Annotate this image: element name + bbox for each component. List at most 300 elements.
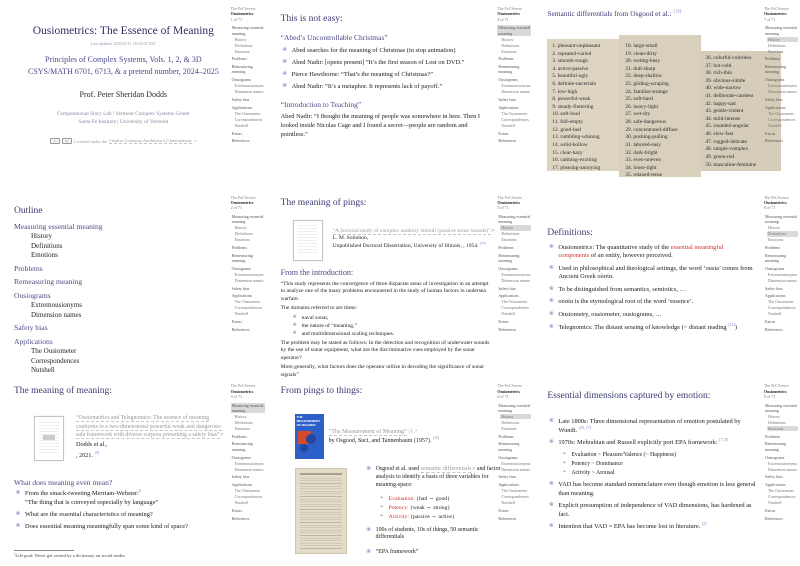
nav-item[interactable]: Dimension names <box>501 277 531 283</box>
sidebar-deck-name: Ousiometrics <box>763 200 787 206</box>
differential-item: 35. relaxed-tense <box>625 172 663 179</box>
nav-item[interactable]: History <box>767 225 780 231</box>
nav-item[interactable]: References <box>764 515 783 521</box>
paper-detail <box>333 243 501 251</box>
nav-item[interactable]: Remeasuring meaning <box>231 64 253 75</box>
scan-header <box>300 473 342 476</box>
differential-item: 5. beautiful-ugly <box>552 73 589 80</box>
nav-item[interactable]: Correspondences <box>501 116 529 122</box>
nav-item[interactable]: Extras <box>231 319 242 325</box>
episode-link-2[interactable]: “Introduction to Teaching” <box>280 100 362 110</box>
nav-item[interactable]: Ousiograms <box>498 265 518 271</box>
sidebar <box>497 195 531 333</box>
outline-item[interactable]: Dimension names <box>31 310 82 319</box>
text-segment: and factor analysis to identify a basis of three variables for meaning-space: <box>375 466 501 488</box>
slide-content <box>14 386 227 566</box>
external-link-icon[interactable]: ↗ <box>219 432 224 438</box>
nav-item[interactable]: History <box>767 413 780 419</box>
bullet <box>281 83 486 91</box>
scanned-table <box>295 468 347 554</box>
cover-blue-circle <box>306 434 316 444</box>
nav-item[interactable]: Extras <box>764 319 776 325</box>
nav-item[interactable]: Measuring essential meaning <box>764 213 797 225</box>
nav-item[interactable]: Applications <box>231 104 253 110</box>
paper-title-link[interactable]: “Ousiometrics and Telegnomics: The essence of meaning conforms to a two-dimensional powerful-weak and dangerous-safe framework with diverse corpora presenting a safety bias” <box>76 415 222 438</box>
sidebar-deck-name: Ousiometrics <box>763 11 787 17</box>
nav-item[interactable]: Definitions <box>234 419 253 425</box>
outline-item[interactable]: Safety bias <box>14 323 48 333</box>
nav-item[interactable]: Extremousionyms <box>767 460 798 466</box>
nav-item[interactable]: Dimension names <box>234 277 264 283</box>
flower-bullet-icon: ❀ <box>548 311 554 318</box>
nav-item[interactable]: Problems <box>231 56 247 62</box>
nav-item[interactable]: Nutshell <box>501 122 515 128</box>
flower-bullet-icon: ❀ <box>366 466 372 473</box>
nav-item[interactable]: Safety bias <box>764 97 783 102</box>
nav-item[interactable]: References <box>764 138 783 144</box>
nav-item[interactable]: Safety bias <box>498 97 516 102</box>
nav-item[interactable]: Emotions <box>234 425 250 431</box>
nav-item[interactable]: History <box>500 225 531 230</box>
spiral-bullet-icon: ❧ <box>562 460 567 466</box>
flower-bullet-icon: ❀ <box>548 264 554 271</box>
nav-item[interactable]: Definitions <box>234 42 253 48</box>
nav-item[interactable]: History <box>500 414 531 419</box>
closing-quote: Abed Nadir: “I thought the meaning of people was somewhere in here. Then I looked inside Nicolas Cage and I found a secret—people are random and pointless.” <box>280 113 481 138</box>
nav-item[interactable]: References <box>764 326 783 332</box>
external-link-icon[interactable]: ↗ <box>413 430 418 436</box>
nav-item[interactable]: Definitions <box>767 42 786 48</box>
nav-item[interactable]: Extremousionyms <box>501 460 531 466</box>
sidebar <box>231 195 265 333</box>
nav-item[interactable]: Dimension names <box>767 89 797 95</box>
paper-year <box>76 452 228 460</box>
bullet <box>547 481 757 498</box>
citation-link[interactable]: [25, 17] <box>578 424 592 430</box>
nav-item[interactable]: Definitions <box>767 231 798 236</box>
nav-item[interactable]: Extremousionyms <box>501 271 531 277</box>
outline-item[interactable]: History <box>31 232 52 241</box>
nav-item[interactable]: Applications <box>498 104 519 110</box>
nav-item[interactable]: References <box>498 326 517 332</box>
nav-item[interactable]: Problems <box>764 433 781 439</box>
nav-item[interactable]: The Ousiometer <box>501 299 528 305</box>
nav-item[interactable]: Remeasuring meaning <box>231 252 253 264</box>
differential-item: 11. full-empty <box>552 119 583 126</box>
nav-item[interactable]: Correspondences <box>234 116 263 122</box>
nav-item[interactable]: Correspondences <box>234 305 263 311</box>
sidebar-brand: The PoCSverse <box>230 383 256 389</box>
paragraph: “This study represents the convergence of three disparate areas of investigation in an attempt to analyze one of the many problems encountered in the study of human factors in undersea warfare. <box>280 280 489 303</box>
nav-item[interactable]: Ousiograms <box>231 77 251 83</box>
citation-link[interactable]: [2] <box>701 521 707 527</box>
citation-link[interactable]: [13] <box>432 436 440 441</box>
nav-item[interactable]: Problems <box>764 244 781 250</box>
sidebar-nav <box>764 214 798 333</box>
epa-range: {weak ⇔ strong} <box>408 505 451 512</box>
nav-item[interactable]: Safety bias <box>231 285 250 291</box>
bullet-text: naval sonar, <box>301 314 329 321</box>
nav-item[interactable]: The Ousiometer <box>501 488 528 494</box>
intro-block <box>281 281 493 378</box>
nav-item[interactable]: Correspondences <box>767 305 796 311</box>
differential-item: 33. even-uneven <box>625 157 661 164</box>
epa-range: {bad ⇔ good} <box>414 496 450 503</box>
differential-item: 38. rich-thin <box>705 70 732 77</box>
nav-item[interactable]: Dimension names <box>501 89 531 95</box>
sidebar-nav <box>764 25 798 144</box>
nav-item[interactable]: Extras <box>498 507 509 513</box>
sub-bullet <box>560 452 757 460</box>
sidebar-page-number: 6 of 71 <box>497 394 509 400</box>
bullet <box>365 466 501 489</box>
nav-item[interactable]: Ousiograms <box>498 454 518 460</box>
external-link-icon[interactable]: ↗ <box>490 227 495 233</box>
differential-item: 30. pushing-pulling <box>625 134 668 141</box>
sub-bullet <box>378 514 501 522</box>
nav-item[interactable]: Measuring essential meaning <box>498 402 531 413</box>
slide-title: Essential dimensions captured by emotion: <box>547 391 711 402</box>
nav-item[interactable]: Problems <box>764 56 781 62</box>
nav-item[interactable]: References <box>498 515 517 521</box>
citation-link[interactable]: [5] <box>94 450 100 455</box>
differential-item: 8. powerful-weak <box>552 96 591 103</box>
differential-item: 37. hot-cold <box>705 62 732 69</box>
differential-item: 28. safe-dangerous <box>625 119 667 126</box>
nav-item[interactable]: History <box>234 413 247 419</box>
nav-item[interactable]: Applications <box>764 482 786 488</box>
spiral-bullet-icon: ❧ <box>379 514 384 520</box>
flower-bullet-icon: ❀ <box>15 522 21 529</box>
nav-item[interactable]: Extremousionyms <box>767 271 798 277</box>
nav-item[interactable]: Correspondences <box>767 494 796 500</box>
outline-item[interactable]: Emotions <box>31 251 58 260</box>
nav-item[interactable]: Definitions <box>767 419 786 425</box>
nav-item[interactable]: Correspondences <box>234 494 263 500</box>
nav-item[interactable]: Nutshell <box>767 500 782 506</box>
nav-item[interactable]: Remeasuring meaning <box>498 64 520 75</box>
nav-item[interactable]: Nutshell <box>234 311 249 317</box>
nav-item[interactable]: Emotions <box>501 237 517 243</box>
nav-item[interactable]: Extremousionyms <box>234 83 264 89</box>
text-segment: Telegnomics: The distant sensing of knowledge (~ distant reading <box>558 323 729 331</box>
spiral-bullet-icon: ❧ <box>562 451 567 457</box>
nav-item[interactable]: Safety bias <box>231 97 250 102</box>
nav-item[interactable]: Safety bias <box>498 474 516 480</box>
nav-item[interactable]: Emotions <box>501 425 517 431</box>
nav-item[interactable]: Dimension names <box>234 89 264 95</box>
nav-item[interactable]: Applications <box>764 293 786 299</box>
outline-item[interactable]: Applications <box>14 336 53 346</box>
text-segment: of an entity, however perceived. <box>589 252 673 260</box>
external-link-icon[interactable]: ↗ <box>193 139 197 144</box>
nav-item[interactable]: Safety bias <box>231 474 250 480</box>
nav-item[interactable]: Definitions <box>501 42 520 48</box>
nav-item[interactable]: The Ousiometer <box>767 488 794 494</box>
nav-item[interactable]: Dimension names <box>501 466 531 472</box>
nav-item[interactable]: The Ousiometer <box>234 110 261 116</box>
text-segment: ) <box>734 323 737 331</box>
slide-content <box>280 386 501 566</box>
differential-item: 21. dull-sharp <box>625 65 656 72</box>
paragraph: More generally, what factors does the operator utilize in decoding the significance of sonar signals” <box>280 364 485 378</box>
nav-item[interactable]: Extras <box>231 130 242 136</box>
nav-item[interactable]: Emotions <box>501 48 517 54</box>
nav-item[interactable]: Problems <box>498 244 514 250</box>
footnote-mark: 1 <box>138 489 141 494</box>
bullet-list <box>14 490 214 534</box>
nav-item[interactable]: Measuring essential meaning <box>498 213 531 225</box>
nav-item[interactable]: The Ousiometer <box>234 299 261 305</box>
course-line-2: CSYS/MATH 6701, 6713, & a pretend number, 2024–2025 <box>27 66 219 76</box>
citation-link[interactable]: [32] <box>479 241 486 246</box>
bullet-text: Potency ~ Dominance <box>571 460 623 467</box>
nav-item[interactable]: References <box>231 138 250 144</box>
citation-link[interactable]: [12] <box>728 321 735 327</box>
bullet <box>291 323 493 330</box>
outline-item[interactable]: Extremousionyms <box>31 301 82 310</box>
nav-item[interactable]: Extras <box>764 130 776 136</box>
epa-range: {passive ⇔ active} <box>408 514 455 521</box>
nav-item[interactable]: Remeasuring meaning <box>764 441 787 452</box>
differential-item: 36. colorful-colorless <box>705 55 752 61</box>
nav-item[interactable]: Emotions <box>234 237 250 243</box>
differential-item: 42. happy-sad <box>705 100 736 107</box>
nav-item[interactable]: Extremousionyms <box>767 83 798 89</box>
bullet <box>281 59 486 67</box>
nav-item[interactable]: The Ousiometer <box>501 110 528 116</box>
bullet-text <box>389 514 455 522</box>
nav-item[interactable]: Problems <box>498 56 514 62</box>
nav-item[interactable]: Definitions <box>234 231 253 237</box>
nav-item[interactable]: Emotions <box>767 48 784 54</box>
flower-bullet-icon: ❀ <box>282 58 288 65</box>
sidebar-nav <box>231 25 265 144</box>
slide-definitions <box>533 189 800 378</box>
nav-item[interactable]: Dimension names <box>767 466 797 472</box>
sidebar-page-number: 8 of 71 <box>763 205 776 211</box>
nav-item[interactable]: Definitions <box>501 419 520 425</box>
nav-item[interactable]: Ousiograms <box>498 77 518 83</box>
sidebar-page-number: 3 of 71 <box>230 394 242 400</box>
differential-item: 27. wet-dry <box>625 111 651 118</box>
nav-item[interactable]: Measuring essential meaning <box>231 402 264 413</box>
last-updated: Last updated: 2025/01/11, 09:03:47 EST <box>90 41 156 46</box>
differential-item: 4. active-passive <box>552 65 589 72</box>
nav-item[interactable]: Safety bias <box>764 474 783 480</box>
bullet-text <box>389 496 450 504</box>
nav-item[interactable]: Correspondences <box>501 305 529 311</box>
nav-item[interactable]: Measuring essential meaning <box>231 213 264 225</box>
nav-item[interactable]: Emotions <box>767 237 784 243</box>
differential-item: 2. repeated-varied <box>552 50 592 57</box>
nav-item[interactable]: References <box>231 326 250 332</box>
differential-item: 9. steady-fluttering <box>552 103 594 110</box>
outline-item[interactable]: The Ousiometer <box>31 347 77 356</box>
sidebar <box>497 6 531 144</box>
nav-item[interactable]: Problems <box>231 433 247 439</box>
flower-bullet-icon: ❀ <box>548 418 554 425</box>
flower-bullet-icon: ❀ <box>548 285 554 292</box>
text-segment: Osgood et al. used <box>375 466 421 473</box>
slide-meaning-of-pings <box>267 189 534 378</box>
nav-item[interactable]: History <box>501 36 514 42</box>
slide-content <box>281 198 494 378</box>
nav-item[interactable]: Correspondences <box>767 116 796 122</box>
sidebar <box>764 195 798 333</box>
amazon-icon[interactable]: ⓐ <box>408 430 414 436</box>
nav-item[interactable]: Safety bias <box>498 285 516 291</box>
sidebar-nav <box>497 214 531 333</box>
nav-item[interactable]: Ousiograms <box>764 265 785 271</box>
sub-bullet <box>560 470 757 478</box>
epa-label: Evaluation: <box>388 496 415 503</box>
nav-item[interactable]: Emotions <box>767 426 798 431</box>
outline-item[interactable]: Ousiograms <box>14 290 51 300</box>
nav-item[interactable]: Extras <box>498 130 509 136</box>
outline-item[interactable]: Correspondences <box>31 356 80 365</box>
slide-content <box>14 198 227 378</box>
nav-item[interactable]: History <box>234 36 247 42</box>
book-title-link[interactable]: “The Measurement of Meaning” <box>328 429 407 436</box>
flower-bullet-icon: ❀ <box>282 47 288 53</box>
nav-item[interactable]: Nutshell <box>234 122 249 128</box>
nav-item[interactable]: Correspondences <box>501 494 529 500</box>
slide-title-text: Semantic differentials from Osgood et al.: <box>547 9 672 18</box>
nav-item[interactable]: Ousiograms <box>231 265 251 271</box>
nav-item[interactable]: Ousiograms <box>764 454 785 460</box>
cc-by-icon: by <box>62 138 72 144</box>
differential-item: 45. rounded-angular <box>705 123 750 130</box>
nav-item[interactable]: History <box>234 225 247 231</box>
nav-item[interactable]: Applications <box>764 104 786 110</box>
nav-item[interactable]: Extras <box>231 507 242 513</box>
citation-link[interactable]: [13] <box>673 8 682 14</box>
nav-item[interactable]: Dimension names <box>234 466 264 472</box>
differential-item: 24. familiar-strange <box>625 88 668 95</box>
nav-item[interactable]: History <box>767 37 798 42</box>
nav-item[interactable]: References <box>498 138 517 144</box>
nav-item[interactable]: Problems <box>231 244 247 250</box>
outline-item[interactable]: Remeasuring meaning <box>14 277 83 287</box>
differential-item: 22. deep-shallow <box>625 73 663 80</box>
nav-item[interactable]: Ousiograms <box>764 77 785 83</box>
slide-content <box>281 9 494 189</box>
paper-title-link[interactable]: “A factorial study of complex auditory stimuli (passive sonar sounds)” <box>332 227 491 234</box>
affiliations <box>14 110 233 126</box>
nav-item[interactable]: Measuring essential meaning <box>764 25 797 36</box>
sidebar-deck-name: Ousiometrics <box>230 200 254 206</box>
affiliation-line-2: Santa Fe Institute | University of Vermont <box>78 119 169 126</box>
nav-item[interactable]: Nutshell <box>767 311 782 317</box>
nav-item[interactable]: Extremousionyms <box>501 83 531 89</box>
footnote-text: Life goal: Never get owned by a dictionary on social media. <box>15 553 126 558</box>
episode-link-1[interactable]: “Abed’s Uncontrollable Christmas” <box>280 33 388 42</box>
nav-item[interactable]: References <box>231 515 250 521</box>
nav-item[interactable]: Problems <box>498 433 514 439</box>
bullet-text: Pierce Hawthorne: “That’s the meaning of Christmas?” <box>291 70 433 78</box>
bullet <box>547 286 755 294</box>
nav-item[interactable]: The Ousiometer <box>767 299 794 305</box>
sidebar-brand: The PoCSverse <box>230 6 256 11</box>
nav-item[interactable]: Remeasuring meaning <box>764 252 787 264</box>
nav-item[interactable]: Extras <box>498 319 509 325</box>
outline-item[interactable]: Nutshell <box>31 366 55 375</box>
bullet <box>291 315 493 322</box>
text-segment: 1970s: Mehrabian and Russell explicitly port EPA framework: <box>558 439 720 447</box>
nav-item[interactable]: Remeasuring meaning <box>764 64 787 75</box>
nav-item[interactable]: Emotions <box>234 48 250 54</box>
paper-author: L. M. Solomon, <box>332 235 369 242</box>
nav-item[interactable]: Applications <box>231 293 253 299</box>
license-link[interactable]: Creative Commons Attribution 4.0 International <box>108 138 192 144</box>
nav-item[interactable]: Nutshell <box>234 500 249 506</box>
nav-item[interactable]: Nutshell <box>767 122 782 128</box>
nav-item[interactable]: Definitions <box>501 231 520 237</box>
differential-item: 29. concentrated-diffuse <box>625 126 678 133</box>
nav-item[interactable]: Measuring essential meaning <box>498 25 531 36</box>
nav-item[interactable]: Measuring essential meaning <box>764 402 797 413</box>
sidebar-deck-name: Ousiometrics <box>497 200 520 206</box>
paper-thumbnail <box>293 220 323 261</box>
nav-item[interactable]: Safety bias <box>764 285 783 291</box>
nav-item[interactable]: Applications <box>231 482 253 488</box>
nav-item[interactable]: Extremousionyms <box>234 271 264 277</box>
bullet <box>14 523 214 531</box>
nav-item[interactable]: Nutshell <box>501 311 515 317</box>
sidebar <box>231 6 265 144</box>
question-heading: What does meaning even mean? <box>14 478 113 488</box>
license-prefix: Licensed under the <box>74 138 107 144</box>
differential-item: 3. smooth-rough <box>552 58 588 65</box>
nav-item[interactable]: Remeasuring meaning <box>498 441 520 452</box>
outline-item[interactable]: Problems <box>14 263 43 273</box>
flower-bullet-icon: ❀ <box>366 526 372 533</box>
nav-item[interactable]: Dimension names <box>767 277 797 283</box>
sub-bullet <box>378 505 501 513</box>
bullet <box>291 331 493 338</box>
book-cover <box>295 414 324 459</box>
sidebar-nav <box>231 403 265 522</box>
semantic-differentials-link[interactable]: semantic differentials <box>420 466 472 473</box>
slide-title-page <box>0 0 267 189</box>
external-link-icon[interactable]: ↗ <box>471 467 476 473</box>
slide-emotion-dimensions <box>533 377 800 566</box>
differential-item: 19. clean-dirty <box>625 50 657 57</box>
nav-item[interactable]: Extremousionyms <box>234 460 264 466</box>
license-line <box>14 138 233 144</box>
bullet-text <box>376 466 501 489</box>
nav-item[interactable]: Applications <box>498 482 519 488</box>
nav-item[interactable]: Remeasuring meaning <box>231 441 253 452</box>
nav-item[interactable]: Nutshell <box>501 500 515 506</box>
citation-link[interactable]: [7, 8] <box>719 437 728 443</box>
thumbnail-figure <box>43 435 54 440</box>
nav-item[interactable]: Extras <box>764 507 776 513</box>
nav-item[interactable]: Remeasuring meaning <box>498 252 520 264</box>
nav-item[interactable]: Measuring essential meaning <box>231 25 264 36</box>
paper-thumbnail <box>34 416 64 461</box>
nav-item[interactable]: Ousiograms <box>231 454 251 460</box>
outline-item[interactable]: Definitions <box>31 241 63 250</box>
flower-bullet-icon: ❀ <box>292 314 297 320</box>
bullet-text: Does essential meaning meaningfully span some kind of space? <box>25 522 188 530</box>
nav-item[interactable]: Applications <box>498 293 519 299</box>
nav-item[interactable]: The Ousiometer <box>234 488 261 494</box>
nav-item[interactable]: The Ousiometer <box>767 110 794 116</box>
spiral-bullet-icon: ❧ <box>379 496 384 502</box>
outline-item[interactable]: Measuring essential meaning <box>14 221 103 231</box>
